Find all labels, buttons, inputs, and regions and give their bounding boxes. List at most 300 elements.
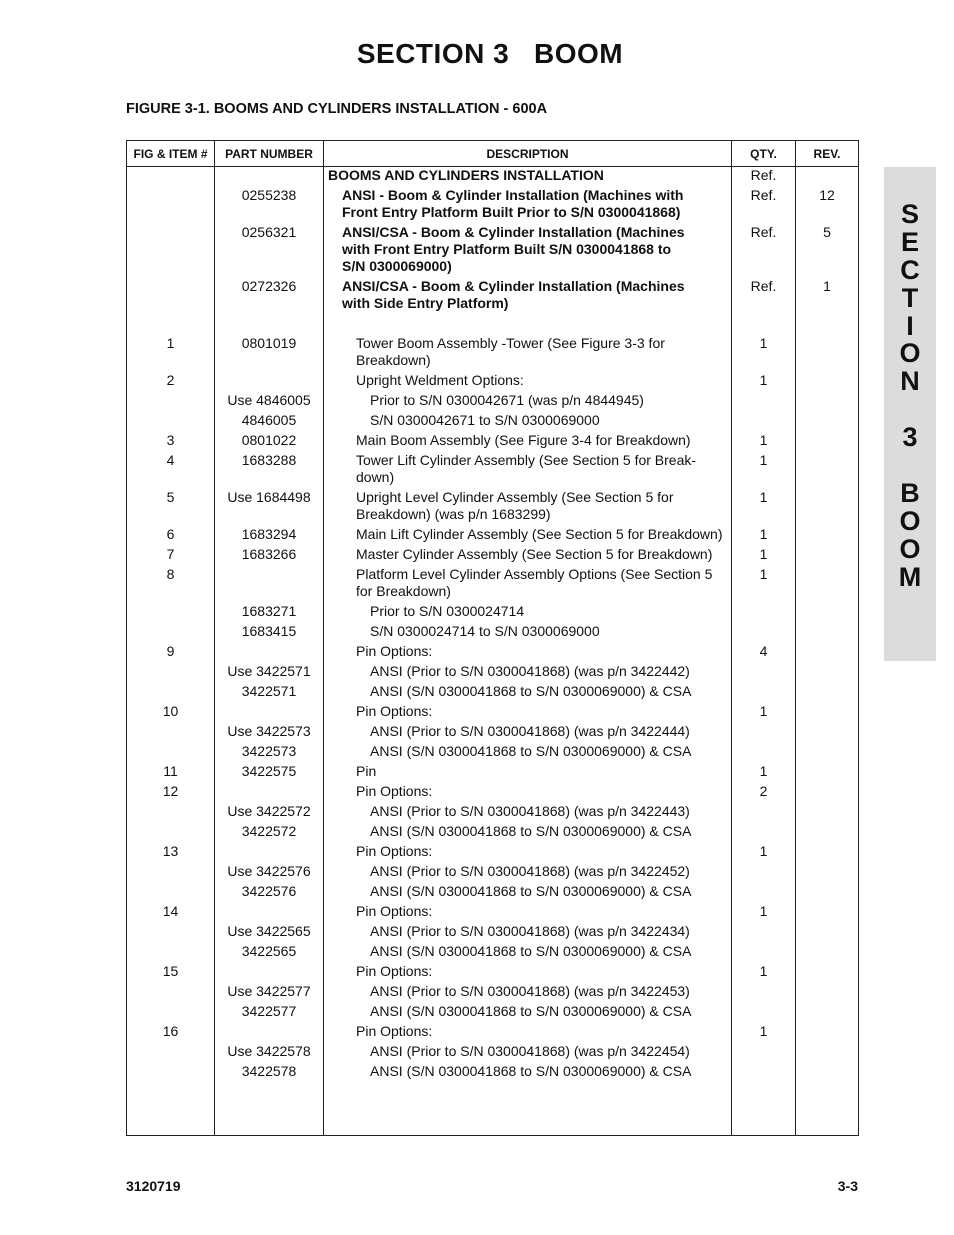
part-cell: [215, 963, 323, 980]
table-row: [732, 743, 795, 763]
description-cell: Main Boom Assembly (See Figure 3-4 for Breakdown): [356, 432, 691, 448]
table-row: [796, 489, 858, 526]
table-row: [324, 903, 731, 923]
fig-cell: [127, 663, 214, 680]
table-row: [732, 663, 795, 683]
rev-cell: [796, 546, 858, 563]
rev-cell: [796, 703, 858, 720]
qty-cell: [732, 983, 795, 1000]
table-row: [796, 723, 858, 743]
part-cell: 1683271: [241, 603, 297, 619]
table-row: [732, 723, 795, 743]
table-row: [127, 335, 214, 372]
table-row: [796, 643, 858, 663]
table-row: [796, 923, 858, 943]
qty-cell: [732, 883, 795, 900]
description-cell: Platform Level Cylinder Assembly Options (See Section 5: [356, 566, 713, 582]
fig-cell: [127, 603, 214, 620]
table-row: [732, 546, 795, 566]
table-row: [324, 983, 731, 1003]
rev-cell: [796, 167, 858, 184]
table-row: [127, 843, 214, 863]
side-tab-letter: N: [900, 366, 920, 397]
table-row: [127, 546, 214, 566]
description-cell: Pin Options:: [356, 1023, 433, 1039]
table-row: [127, 963, 214, 983]
table-row: [796, 803, 858, 823]
fig-cell: 3: [166, 432, 175, 448]
table-row: [215, 452, 323, 489]
part-cell: [215, 1023, 323, 1040]
table-row: [732, 1043, 795, 1063]
part-cell: Use 3422578: [227, 1043, 311, 1059]
table-row: [796, 1063, 858, 1083]
table-row: [324, 452, 731, 489]
description-cell: ANSI (S/N 0300041868 to S/N 0300069000) & CSA: [370, 883, 692, 899]
part-cell: [215, 643, 323, 660]
qty-cell: [732, 723, 795, 740]
table-row: [215, 783, 323, 803]
qty-cell: 1: [759, 489, 768, 505]
description-cell: Upright Weldment Options:: [356, 372, 524, 388]
fig-cell: 6: [166, 526, 175, 542]
table-row: [732, 903, 795, 923]
table-row: [732, 643, 795, 663]
part-cell: [215, 783, 323, 800]
table-row: [215, 963, 323, 983]
side-tab-letter: O: [899, 338, 921, 369]
side-tab-letter: T: [901, 282, 919, 313]
part-cell: Use 3422572: [227, 803, 311, 819]
table-row: [215, 432, 323, 452]
table-row: [324, 623, 731, 643]
row-spacer: [732, 315, 795, 335]
table-row: [127, 643, 214, 663]
description-column: [324, 167, 732, 1136]
table-row: [215, 983, 323, 1003]
fig-cell: [127, 187, 214, 204]
fig-cell: [127, 883, 214, 900]
table-row: [215, 823, 323, 843]
part-cell: [215, 843, 323, 860]
part-cell: Use 3422576: [227, 863, 311, 879]
table-header-row: [127, 141, 859, 167]
rev-cell: [796, 643, 858, 660]
table-row: [127, 703, 214, 723]
table-row: [215, 603, 323, 623]
description-cell: for Breakdown): [356, 583, 451, 599]
description-cell: ANSI (Prior to S/N 0300041868) (was p/n 3422443): [370, 803, 690, 819]
fig-column: [127, 167, 215, 1136]
rev-cell: [796, 803, 858, 820]
table-row: [732, 392, 795, 412]
table-row: [732, 566, 795, 603]
fig-cell: [127, 723, 214, 740]
fig-cell: 2: [166, 372, 175, 388]
fig-cell: [127, 224, 214, 241]
qty-cell: 1: [759, 452, 768, 468]
table-row: [127, 923, 214, 943]
description-cell: with Front Entry Platform Built S/N 0300041868 to: [342, 241, 672, 257]
row-spacer: [127, 315, 214, 335]
header-rev: REV.: [796, 141, 859, 167]
table-row: [127, 412, 214, 432]
table-row: [796, 623, 858, 643]
table-row: [796, 372, 858, 392]
side-tab-letter: 3: [902, 422, 918, 453]
side-tab-letter: O: [899, 533, 921, 564]
part-cell: 3422575: [241, 763, 297, 779]
table-row: [127, 803, 214, 823]
fig-cell: [127, 923, 214, 940]
rev-cell: [796, 526, 858, 543]
table-row: [215, 392, 323, 412]
fig-cell: [127, 743, 214, 760]
rev-cell: [796, 1043, 858, 1060]
fig-cell: [127, 983, 214, 1000]
table-row: [324, 863, 731, 883]
table-row: [127, 943, 214, 963]
table-row: [796, 663, 858, 683]
description-cell: ANSI/CSA - Boom & Cylinder Installation (Machines: [342, 278, 685, 294]
table-row: [215, 683, 323, 703]
table-row: [732, 489, 795, 526]
rev-cell: [796, 452, 858, 469]
table-row: [324, 432, 731, 452]
table-row: [215, 1063, 323, 1083]
table-row: [324, 823, 731, 843]
table-row: [127, 392, 214, 412]
part-cell: 3422576: [241, 883, 297, 899]
description-cell: Prior to S/N 0300024714: [370, 603, 525, 619]
table-row: [796, 603, 858, 623]
rev-cell: [796, 823, 858, 840]
part-cell: 4846005: [241, 412, 297, 428]
qty-cell: [732, 923, 795, 940]
table-row: [215, 1003, 323, 1023]
description-cell: Breakdown) (was p/n 1683299): [356, 506, 551, 522]
table-row: [796, 943, 858, 963]
table-row: [127, 1063, 214, 1083]
qty-cell: Ref.: [750, 187, 777, 203]
table-row: [324, 743, 731, 763]
table-row: [215, 743, 323, 763]
rev-cell: [796, 883, 858, 900]
table-row: [215, 703, 323, 723]
table-row: [796, 1043, 858, 1063]
fig-cell: [127, 278, 214, 295]
table-row: [732, 432, 795, 452]
table-row: [796, 224, 858, 278]
part-cell: 3422565: [241, 943, 297, 959]
table-body: [127, 167, 859, 1136]
qty-cell: [732, 412, 795, 429]
rev-cell: [796, 903, 858, 920]
fig-cell: [127, 1043, 214, 1060]
table-row: [732, 963, 795, 983]
description-cell: Tower Boom Assembly -Tower (See Figure 3-3 for: [356, 335, 665, 351]
table-row: [127, 903, 214, 923]
qty-cell: 1: [759, 546, 768, 562]
header-part-number: PART NUMBER: [215, 141, 324, 167]
fig-cell: 14: [162, 903, 179, 919]
qty-cell: 1: [759, 843, 768, 859]
table-row: [127, 783, 214, 803]
side-tab-letter: [884, 452, 936, 480]
fig-cell: [127, 943, 214, 960]
table-row: [796, 392, 858, 412]
table-row: [215, 187, 323, 224]
fig-cell: 13: [162, 843, 179, 859]
table-row: [796, 1003, 858, 1023]
table-row: [324, 187, 731, 224]
table-row: [796, 683, 858, 703]
description-cell: ANSI (Prior to S/N 0300041868) (was p/n 3422444): [370, 723, 690, 739]
rev-cell: [796, 743, 858, 760]
table-row: [215, 412, 323, 432]
part-cell: Use 1684498: [227, 489, 311, 505]
section-name: BOOM: [534, 38, 624, 69]
table-row: [215, 663, 323, 683]
table-row: [732, 187, 795, 224]
table-row: [215, 1023, 323, 1043]
qty-cell: Ref.: [750, 224, 777, 240]
description-cell: ANSI (S/N 0300041868 to S/N 0300069000) & CSA: [370, 943, 692, 959]
table-row: [796, 823, 858, 843]
rev-cell: [796, 763, 858, 780]
qty-column: [732, 167, 796, 1136]
table-row: [732, 372, 795, 392]
part-cell: 0256321: [241, 224, 297, 240]
description-cell: ANSI/CSA - Boom & Cylinder Installation (Machines: [342, 224, 685, 240]
table-row: [732, 983, 795, 1003]
table-row: [796, 526, 858, 546]
part-cell: Use 3422571: [227, 663, 311, 679]
table-row: [796, 566, 858, 603]
qty-cell: [732, 943, 795, 960]
table-row: [215, 526, 323, 546]
table-row: [127, 372, 214, 392]
table-row: [796, 167, 858, 187]
table-row: [127, 224, 214, 278]
table-row: [215, 803, 323, 823]
table-row: [732, 224, 795, 278]
qty-cell: [732, 683, 795, 700]
fig-cell: 7: [166, 546, 175, 562]
fig-cell: 10: [162, 703, 179, 719]
table-row: [732, 335, 795, 372]
rev-cell: [796, 923, 858, 940]
part-cell: 0801022: [241, 432, 297, 448]
rev-cell: 5: [823, 224, 831, 240]
table-row: [324, 372, 731, 392]
fig-cell: 5: [166, 489, 175, 505]
table-row: [796, 863, 858, 883]
part-cell: 1683415: [241, 623, 297, 639]
side-tab-letter: B: [900, 477, 920, 508]
side-tab-letter: M: [898, 561, 922, 592]
table-row: [732, 943, 795, 963]
table-row: [127, 1003, 214, 1023]
header-qty: QTY.: [732, 141, 796, 167]
table-row: [324, 843, 731, 863]
rev-cell: [796, 335, 858, 352]
part-cell: 3422577: [241, 1003, 297, 1019]
qty-cell: [732, 392, 795, 409]
description-cell: Pin Options:: [356, 643, 433, 659]
table-row: [324, 663, 731, 683]
rev-cell: [796, 943, 858, 960]
table-row: [127, 1023, 214, 1043]
table-row: [215, 883, 323, 903]
description-cell: Pin Options:: [356, 963, 433, 979]
fig-cell: 9: [166, 643, 175, 659]
table-row: [732, 623, 795, 643]
fig-cell: 15: [162, 963, 179, 979]
table-row: [127, 743, 214, 763]
qty-cell: [732, 1043, 795, 1060]
table-row: [324, 683, 731, 703]
table-row: [732, 1003, 795, 1023]
qty-cell: [732, 663, 795, 680]
qty-cell: [732, 623, 795, 640]
fig-cell: [127, 823, 214, 840]
rev-cell: 12: [819, 187, 835, 203]
description-cell: BOOMS AND CYLINDERS INSTALLATION: [328, 167, 604, 183]
description-cell: ANSI (S/N 0300041868 to S/N 0300069000) & CSA: [370, 1003, 692, 1019]
table-row: [127, 566, 214, 603]
side-tab-letter: O: [899, 505, 921, 536]
table-row: [324, 167, 731, 187]
table-row: [127, 623, 214, 643]
description-cell: S/N 0300069000): [342, 258, 452, 274]
table-row: [732, 783, 795, 803]
rev-cell: [796, 1023, 858, 1040]
rev-cell: [796, 843, 858, 860]
section-title: [0, 38, 954, 70]
table-row: [796, 703, 858, 723]
part-cell: Use 3422573: [227, 723, 311, 739]
qty-cell: [732, 823, 795, 840]
table-row: [324, 803, 731, 823]
part-cell: [215, 903, 323, 920]
table-row: [796, 1023, 858, 1043]
table-row: [732, 278, 795, 315]
table-row: [732, 883, 795, 903]
part-cell: 0272326: [241, 278, 297, 294]
table-row: [732, 1023, 795, 1043]
qty-cell: 1: [759, 566, 768, 582]
qty-cell: 2: [759, 783, 768, 799]
table-row: [732, 683, 795, 703]
rev-cell: [796, 683, 858, 700]
table-row: [324, 963, 731, 983]
description-cell: down): [356, 469, 395, 485]
table-row: [732, 167, 795, 187]
table-row: [127, 863, 214, 883]
description-cell: ANSI (Prior to S/N 0300041868) (was p/n 3422454): [370, 1043, 690, 1059]
description-cell: ANSI (Prior to S/N 0300041868) (was p/n 3422442): [370, 663, 690, 679]
qty-cell: 4: [759, 643, 768, 659]
table-row: [215, 843, 323, 863]
fig-cell: [127, 863, 214, 880]
rev-cell: [796, 1003, 858, 1020]
fig-cell: 12: [162, 783, 179, 799]
table-row: [215, 723, 323, 743]
description-cell: Master Cylinder Assembly (See Section 5 for Breakdown): [356, 546, 713, 562]
table-row: [796, 763, 858, 783]
table-row: [127, 603, 214, 623]
table-row: [732, 703, 795, 723]
table-row: [796, 843, 858, 863]
part-cell: [215, 703, 323, 720]
side-tab-letter: E: [900, 226, 919, 257]
qty-cell: 1: [759, 526, 768, 542]
table-row: [732, 863, 795, 883]
table-row: [324, 1043, 731, 1063]
side-tab-letter: C: [900, 254, 920, 285]
table-row: [732, 452, 795, 489]
part-cell: 3422572: [241, 823, 297, 839]
table-row: [215, 335, 323, 372]
table-row: [324, 943, 731, 963]
description-cell: ANSI (S/N 0300041868 to S/N 0300069000) & CSA: [370, 1063, 692, 1079]
table-row: [796, 783, 858, 803]
table-row: [215, 372, 323, 392]
description-cell: Pin: [356, 763, 377, 779]
rev-cell: [796, 663, 858, 680]
table-row: [127, 763, 214, 783]
table-row: [215, 763, 323, 783]
table-row: [732, 526, 795, 546]
table-row: [215, 566, 323, 603]
table-row: [732, 803, 795, 823]
table-row: [215, 903, 323, 923]
table-row: [796, 743, 858, 763]
part-cell: Use 3422565: [227, 923, 311, 939]
table-row: [127, 278, 214, 315]
table-row: [215, 623, 323, 643]
table-row: [324, 526, 731, 546]
table-row: [732, 412, 795, 432]
table-row: [796, 278, 858, 315]
description-cell: Pin Options:: [356, 843, 433, 859]
table-row: [324, 923, 731, 943]
qty-cell: 1: [759, 763, 768, 779]
description-cell: ANSI (Prior to S/N 0300041868) (was p/n 3422434): [370, 923, 690, 939]
qty-cell: Ref.: [750, 167, 777, 183]
description-cell: Front Entry Platform Built Prior to S/N 0300041868): [342, 204, 681, 220]
fig-cell: 16: [162, 1023, 179, 1039]
description-cell: Main Lift Cylinder Assembly (See Section 5 for Breakdown): [356, 526, 723, 542]
rev-cell: [796, 392, 858, 409]
description-cell: ANSI (S/N 0300041868 to S/N 0300069000) & CSA: [370, 743, 692, 759]
table-row: [796, 983, 858, 1003]
part-cell: [215, 167, 323, 184]
description-cell: ANSI (Prior to S/N 0300041868) (was p/n 3422452): [370, 863, 690, 879]
part-cell: [215, 372, 323, 389]
qty-cell: 1: [759, 372, 768, 388]
table-row: [324, 278, 731, 315]
doc-number: 3120719: [126, 1178, 181, 1194]
rev-cell: [796, 783, 858, 800]
figure-title: FIGURE 3-1. BOOMS AND CYLINDERS INSTALLATION - 600A: [126, 101, 548, 117]
qty-cell: 1: [759, 1023, 768, 1039]
fig-cell: 11: [163, 763, 178, 779]
table-row: [324, 783, 731, 803]
table-row: [324, 1063, 731, 1083]
qty-cell: [732, 1063, 795, 1080]
